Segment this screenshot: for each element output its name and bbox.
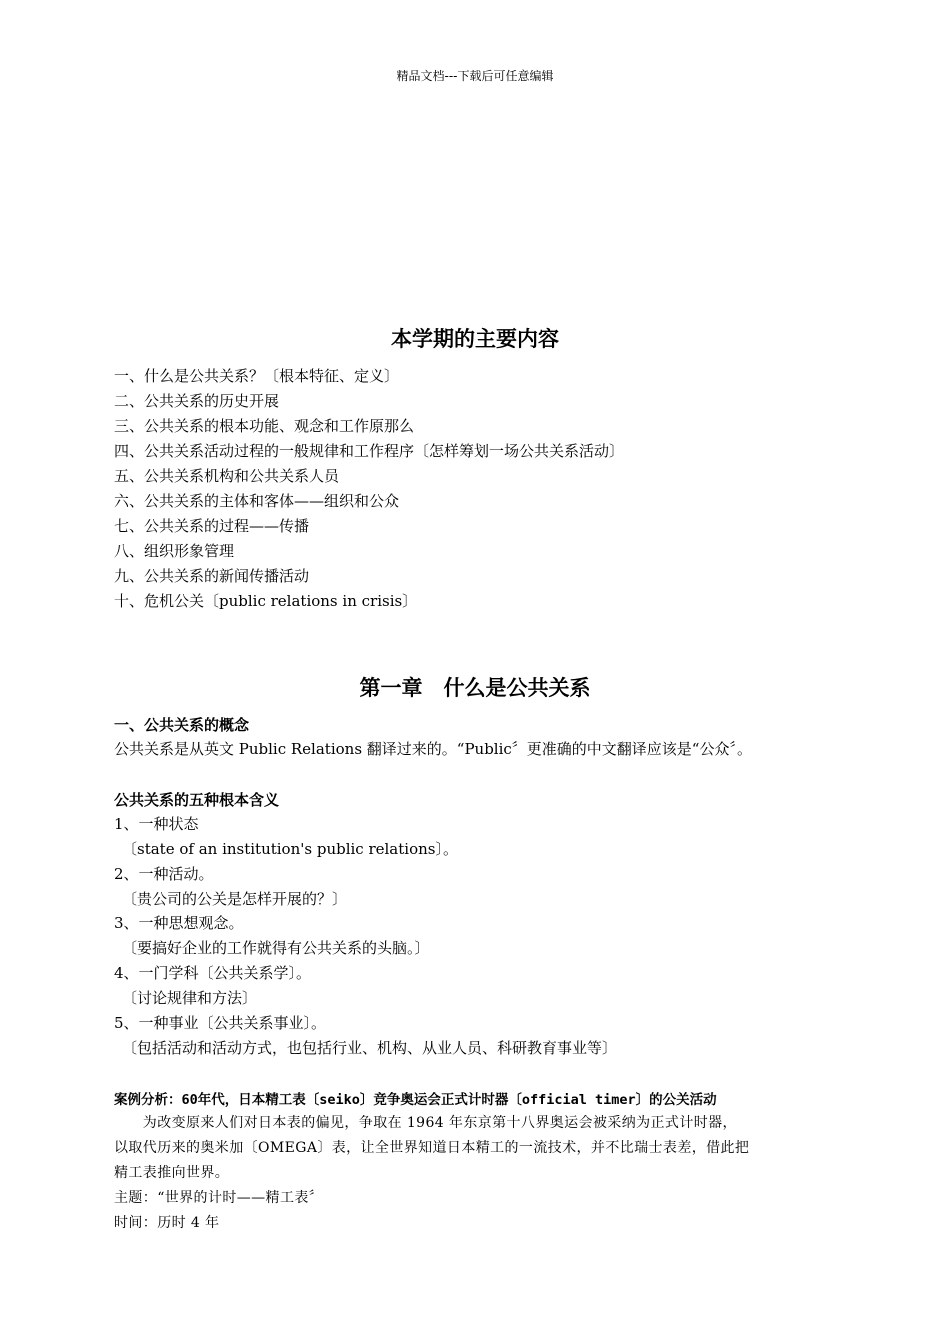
- section-heading: 一、公共关系的概念: [114, 716, 250, 734]
- meaning-label: 1、一种状态: [114, 815, 199, 833]
- case-paragraph-line: 为改变原来人们对日本表的偏见，争取在 1964 年东京第十八界奥运会被采纳为正式计时器，: [114, 1115, 737, 1131]
- case-theme: 主题：“世界的计时——精工表〞: [114, 1190, 324, 1206]
- case-time: 时间：历时 4 年: [114, 1215, 220, 1231]
- meaning-label: 4、一门学科〔公共关系学〕。: [114, 964, 312, 982]
- meaning-label: 3、一种思想观念。: [114, 914, 244, 932]
- toc-item: 四、公共关系活动过程的一般规律和工作程序〔怎样筹划一场公共关系活动〕: [114, 442, 625, 460]
- case-paragraph-line: 精工表推向世界。: [114, 1165, 230, 1181]
- case-paragraph-line: 以取代历来的奥米加〔OMEGA〕表，让全世界知道日本精工的一流技术，并不比瑞士表差，借此把: [114, 1140, 750, 1156]
- toc-item: 三、公共关系的根本功能、观念和工作原那么: [114, 417, 415, 435]
- meaning-label: 5、一种事业〔公共关系事业〕。: [114, 1014, 327, 1032]
- toc-item: 八、组织形象管理: [114, 542, 235, 560]
- meanings-heading: 公共关系的五种根本含义: [114, 791, 280, 809]
- meaning-label: 2、一种活动。: [114, 865, 214, 883]
- toc-item: 五、公共关系机构和公共关系人员: [114, 467, 340, 485]
- toc-item: 七、公共关系的过程——传播: [114, 517, 310, 535]
- meaning-note: 〔state of an institution's public relations〕。: [122, 840, 458, 858]
- toc-item: 二、公共关系的历史开展: [114, 392, 280, 410]
- toc-item: 九、公共关系的新闻传播活动: [114, 567, 310, 585]
- toc-item: 一、什么是公共关系？〔根本特征、定义〕: [114, 367, 400, 385]
- page-header: 精品文档---下载后可任意编辑: [396, 69, 554, 83]
- chapter-title: 第一章 什么是公共关系: [359, 676, 591, 700]
- meaning-note: 〔贵公司的公关是怎样开展的？〕: [122, 890, 348, 908]
- meaning-note: 〔讨论规律和方法〕: [122, 989, 258, 1007]
- case-heading: 案例分析：60年代，日本精工表〔seiko〕竞争奥运会正式计时器〔official timer〕的公关活动: [114, 1092, 717, 1108]
- meaning-note: 〔要搞好企业的工作就得有公共关系的头脑。〕: [122, 939, 430, 957]
- meaning-note: 〔包括活动和活动方式，也包括行业、机构、从业人员、科研教育事业等〕: [122, 1039, 618, 1057]
- section-text: 公共关系是从英文 Public Relations 翻译过来的。“Public〞更准确的中文翻译应该是“公众〞。: [114, 740, 752, 758]
- toc-item: 六、公共关系的主体和客体——组织和公众: [114, 492, 400, 510]
- toc-item: 十、危机公关〔public relations in crisis〕: [114, 592, 418, 610]
- main-title: 本学期的主要内容: [391, 327, 559, 351]
